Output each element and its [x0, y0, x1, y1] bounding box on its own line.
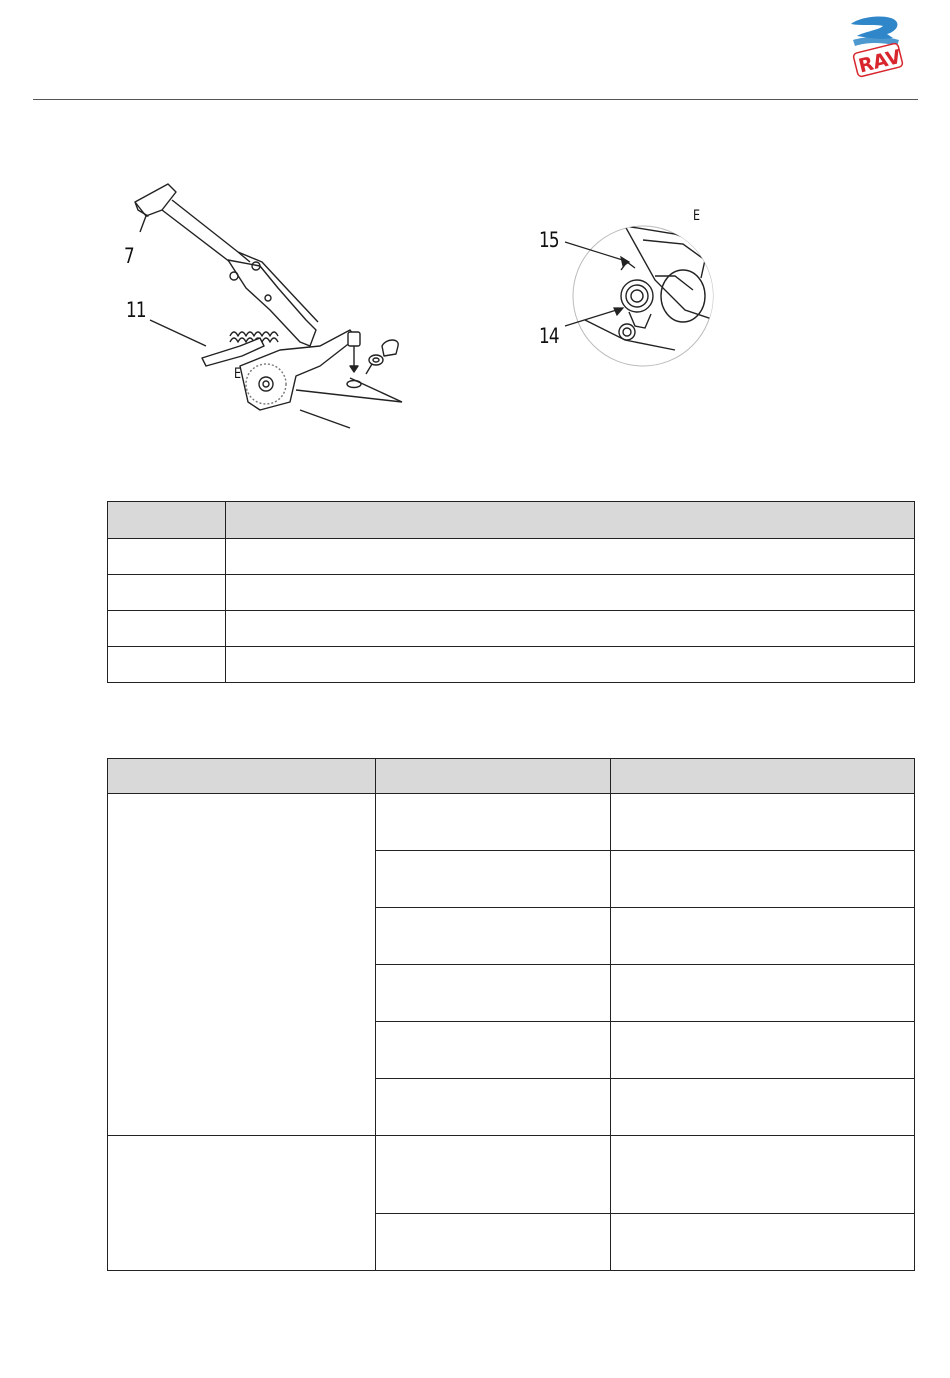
table-row: [108, 794, 915, 851]
callout-pedal: 7: [124, 244, 134, 268]
table-cell: [226, 611, 915, 647]
table-header-cell: [108, 502, 226, 539]
table-header-cell: [108, 759, 376, 794]
table-cell: [226, 575, 915, 611]
table-cell: [611, 1214, 915, 1271]
table-row: [108, 575, 915, 611]
detail-e-figure: [525, 200, 735, 375]
table-cell: [611, 965, 915, 1022]
table-row: [108, 539, 915, 575]
table-cell: [226, 539, 915, 575]
table-cell: [376, 908, 611, 965]
pedal-assembly-drawing: [110, 170, 420, 445]
table-cell: [108, 611, 226, 647]
table-cell: [611, 908, 915, 965]
logo-text: RAV: [856, 45, 904, 78]
table-cell: [108, 575, 226, 611]
table-header-row: [108, 759, 915, 794]
table-cell: [108, 539, 226, 575]
callout-item-15: 15: [539, 228, 559, 252]
detail-e-drawing: [525, 200, 735, 375]
table-cell: [611, 1079, 915, 1136]
table-group-cell: [108, 1136, 376, 1271]
header-rule: [33, 99, 918, 100]
table-cell: [376, 1214, 611, 1271]
table-header-cell: [226, 502, 915, 539]
table-cell: [611, 1136, 915, 1214]
table-header-cell: [611, 759, 915, 794]
rav-logo: [843, 14, 909, 80]
parts-table: [107, 501, 915, 683]
table-cell: [108, 647, 226, 683]
table-group-cell: [108, 794, 376, 1136]
table-row: [108, 1136, 915, 1214]
table-header-cell: [376, 759, 611, 794]
callout-item-14: 14: [539, 324, 559, 348]
callout-detail-title: E: [693, 208, 700, 224]
logo-swoosh-top: [851, 17, 897, 39]
table-cell: [611, 1022, 915, 1079]
table-cell: [376, 851, 611, 908]
table-row: [108, 611, 915, 647]
callout-lever: 11: [126, 298, 146, 322]
table-cell: [376, 1022, 611, 1079]
table-cell: [611, 794, 915, 851]
pedal-assembly-figure: [110, 170, 420, 445]
table-header-row: [108, 502, 915, 539]
table-row: [108, 647, 915, 683]
table-cell: [611, 851, 915, 908]
table-cell: [376, 794, 611, 851]
troubleshooting-table: [107, 758, 915, 1271]
table-cell: [376, 1079, 611, 1136]
callout-detail-marker: E: [234, 366, 241, 382]
table-cell: [226, 647, 915, 683]
table-cell: [376, 1136, 611, 1214]
table-cell: [376, 965, 611, 1022]
